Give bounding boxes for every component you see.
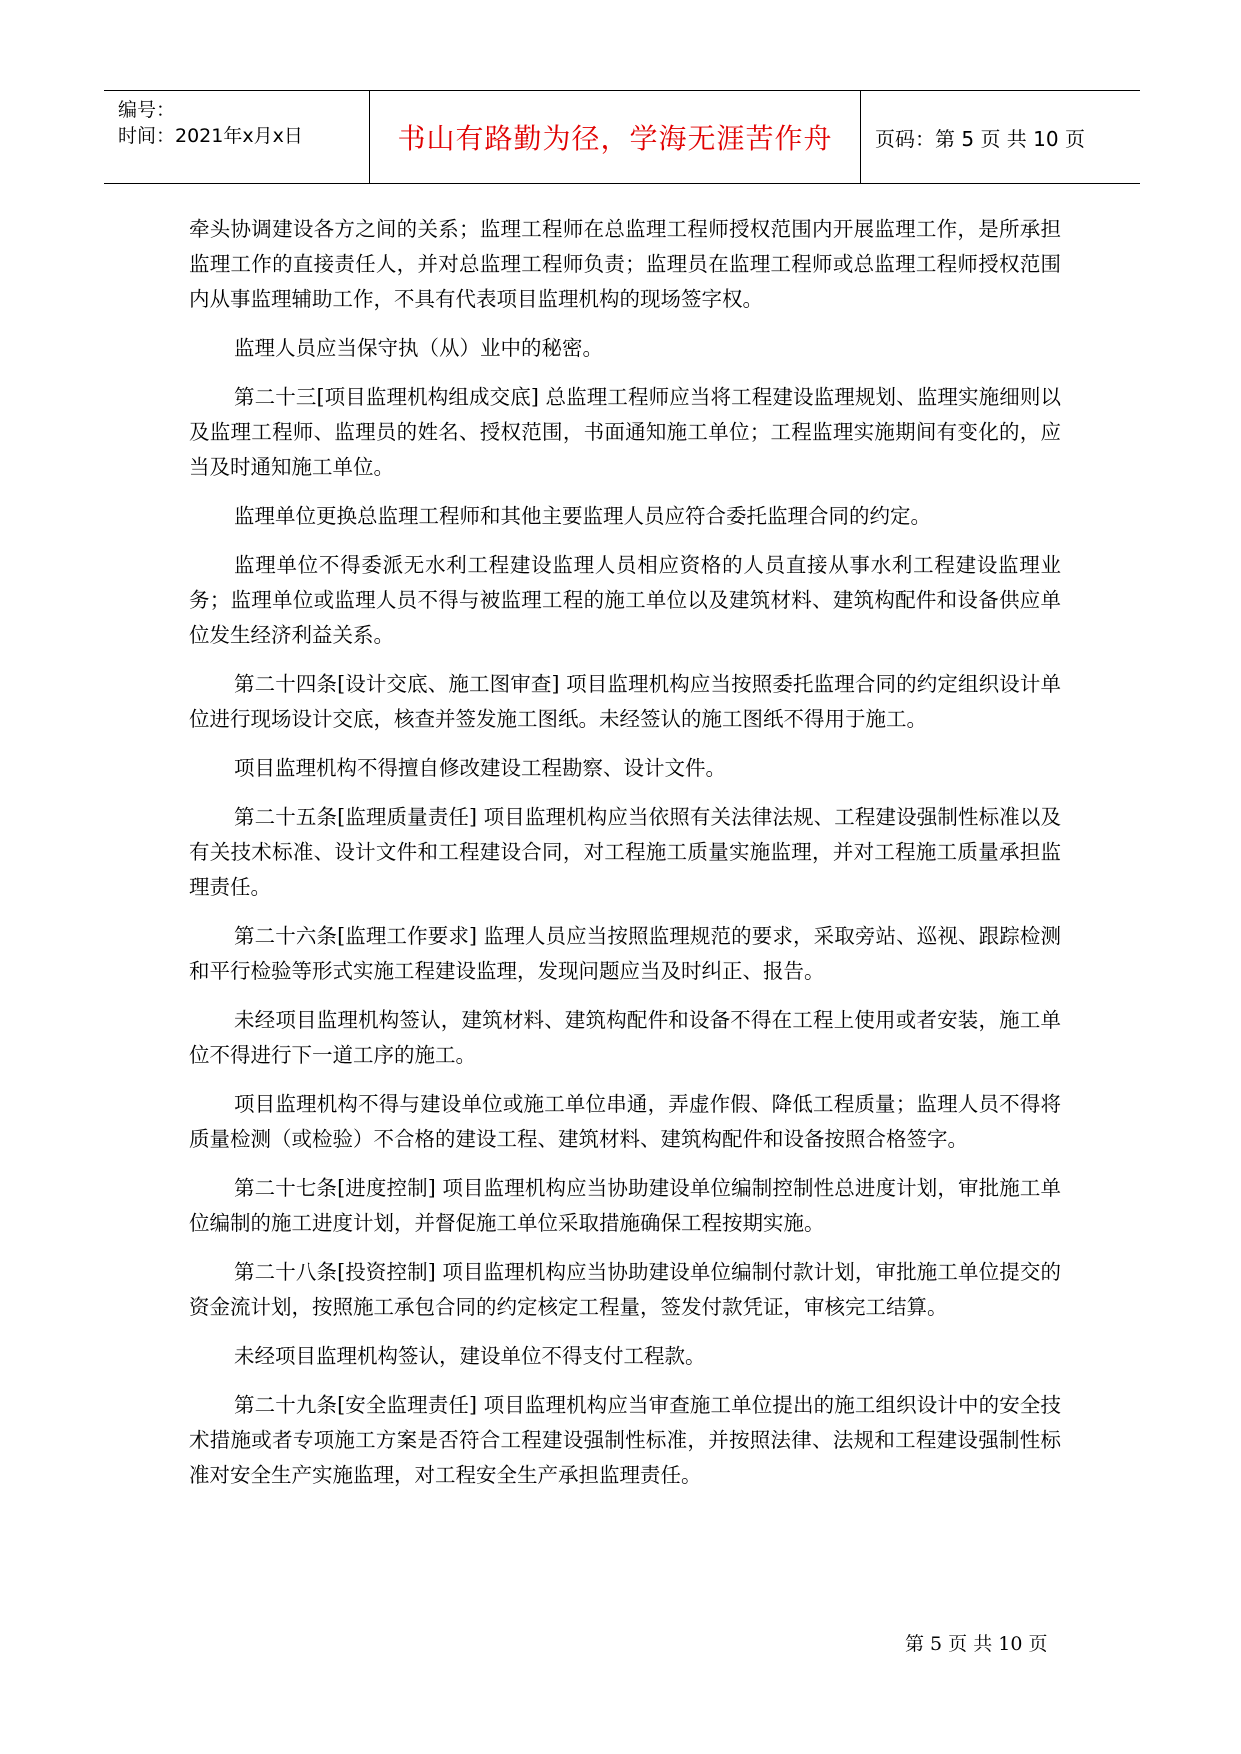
paragraph: 未经项目监理机构签认，建筑材料、建筑构配件和设备不得在工程上使用或者安装，施工单位不得进行下一道工序的施工。 [189, 1008, 1061, 1067]
page-footer: 第 5 页 共 10 页 [905, 1633, 1048, 1655]
paragraph: 第二十八条[投资控制] 项目监理机构应当协助建设单位编制付款计划，审批施工单位提交的资金流计划，按照施工承包合同的约定核定工程量，签发付款凭证，审核完工结算。 [189, 1260, 1061, 1319]
paragraph: 牵头协调建设各方之间的关系；监理工程师在总监理工程师授权范围内开展监理工作，是所承担监理工作的直接责任人，并对总监理工程师负责；监理员在监理工程师或总监理工程师授权范围内从事监理辅助工作，不具有代表项目监理机构的现场签字权。 [189, 217, 1061, 311]
paragraph: 第二十六条[监理工作要求] 监理人员应当按照监理规范的要求，采取旁站、巡视、跟踪检测和平行检验等形式实施工程建设监理，发现问题应当及时纠正、报告。 [189, 924, 1061, 983]
paragraph: 第二十四条[设计交底、施工图审查] 项目监理机构应当按照委托监理合同的约定组织设计单位进行现场设计交底，核查并签发施工图纸。未经签认的施工图纸不得用于施工。 [189, 672, 1061, 731]
paragraph: 第二十三[项目监理机构组成交底] 总监理工程师应当将工程建设监理规划、监理实施细则以及监理工程师、监理员的姓名、授权范围，书面通知施工单位；工程监理实施期间有变化的，应当及时通知施工单位。 [189, 385, 1061, 479]
paragraph: 项目监理机构不得擅自修改建设工程勘察、设计文件。 [234, 756, 726, 780]
header-info-cell [104, 91, 370, 183]
paragraph: 第二十五条[监理质量责任] 项目监理机构应当依照有关法律法规、工程建设强制性标准以及有关技术标准、设计文件和工程建设合同，对工程施工质量实施监理，并对工程施工质量承担监理责任。 [189, 805, 1061, 899]
header-motto: 书山有路勤为径，学海无涯苦作舟 [397, 122, 833, 155]
document-body [189, 212, 1061, 1507]
serial-label: 编号： [118, 99, 176, 121]
paragraph: 第二十七条[进度控制] 项目监理机构应当协助建设单位编制控制性总进度计划，审批施工单位编制的施工进度计划，并督促施工单位采取措施确保工程按期实施。 [189, 1176, 1061, 1235]
paragraph: 项目监理机构不得与建设单位或施工单位串通，弄虚作假、降低工程质量；监理人员不得将质量检测（或检验）不合格的建设工程、建筑材料、建筑构配件和设备按照合格签字。 [189, 1092, 1061, 1151]
header-motto-cell [370, 91, 861, 183]
paragraph: 监理人员应当保守执（从）业中的秘密。 [234, 336, 603, 360]
header-page-cell [861, 91, 1140, 183]
header-page-number: 页码：第 5 页 共 10 页 [875, 126, 1085, 151]
paragraph: 未经项目监理机构签认，建设单位不得支付工程款。 [234, 1344, 706, 1368]
paragraph: 监理单位不得委派无水利工程建设监理人员相应资格的人员直接从事水利工程建设监理业务；监理单位或监理人员不得与被监理工程的施工单位以及建筑材料、建筑构配件和设备供应单位发生经济利益关系。 [189, 553, 1061, 647]
page-header [104, 90, 1140, 184]
time-label: 时间：2021年x月x日 [118, 125, 303, 147]
paragraph: 第二十九条[安全监理责任] 项目监理机构应当审查施工单位提出的施工组织设计中的安全技术措施或者专项施工方案是否符合工程建设强制性标准，并按照法律、法规和工程建设强制性标准对安全生产实施监理，对工程安全生产承担监理责任。 [189, 1393, 1061, 1487]
paragraph: 监理单位更换总监理工程师和其他主要监理人员应符合委托监理合同的约定。 [234, 504, 931, 528]
